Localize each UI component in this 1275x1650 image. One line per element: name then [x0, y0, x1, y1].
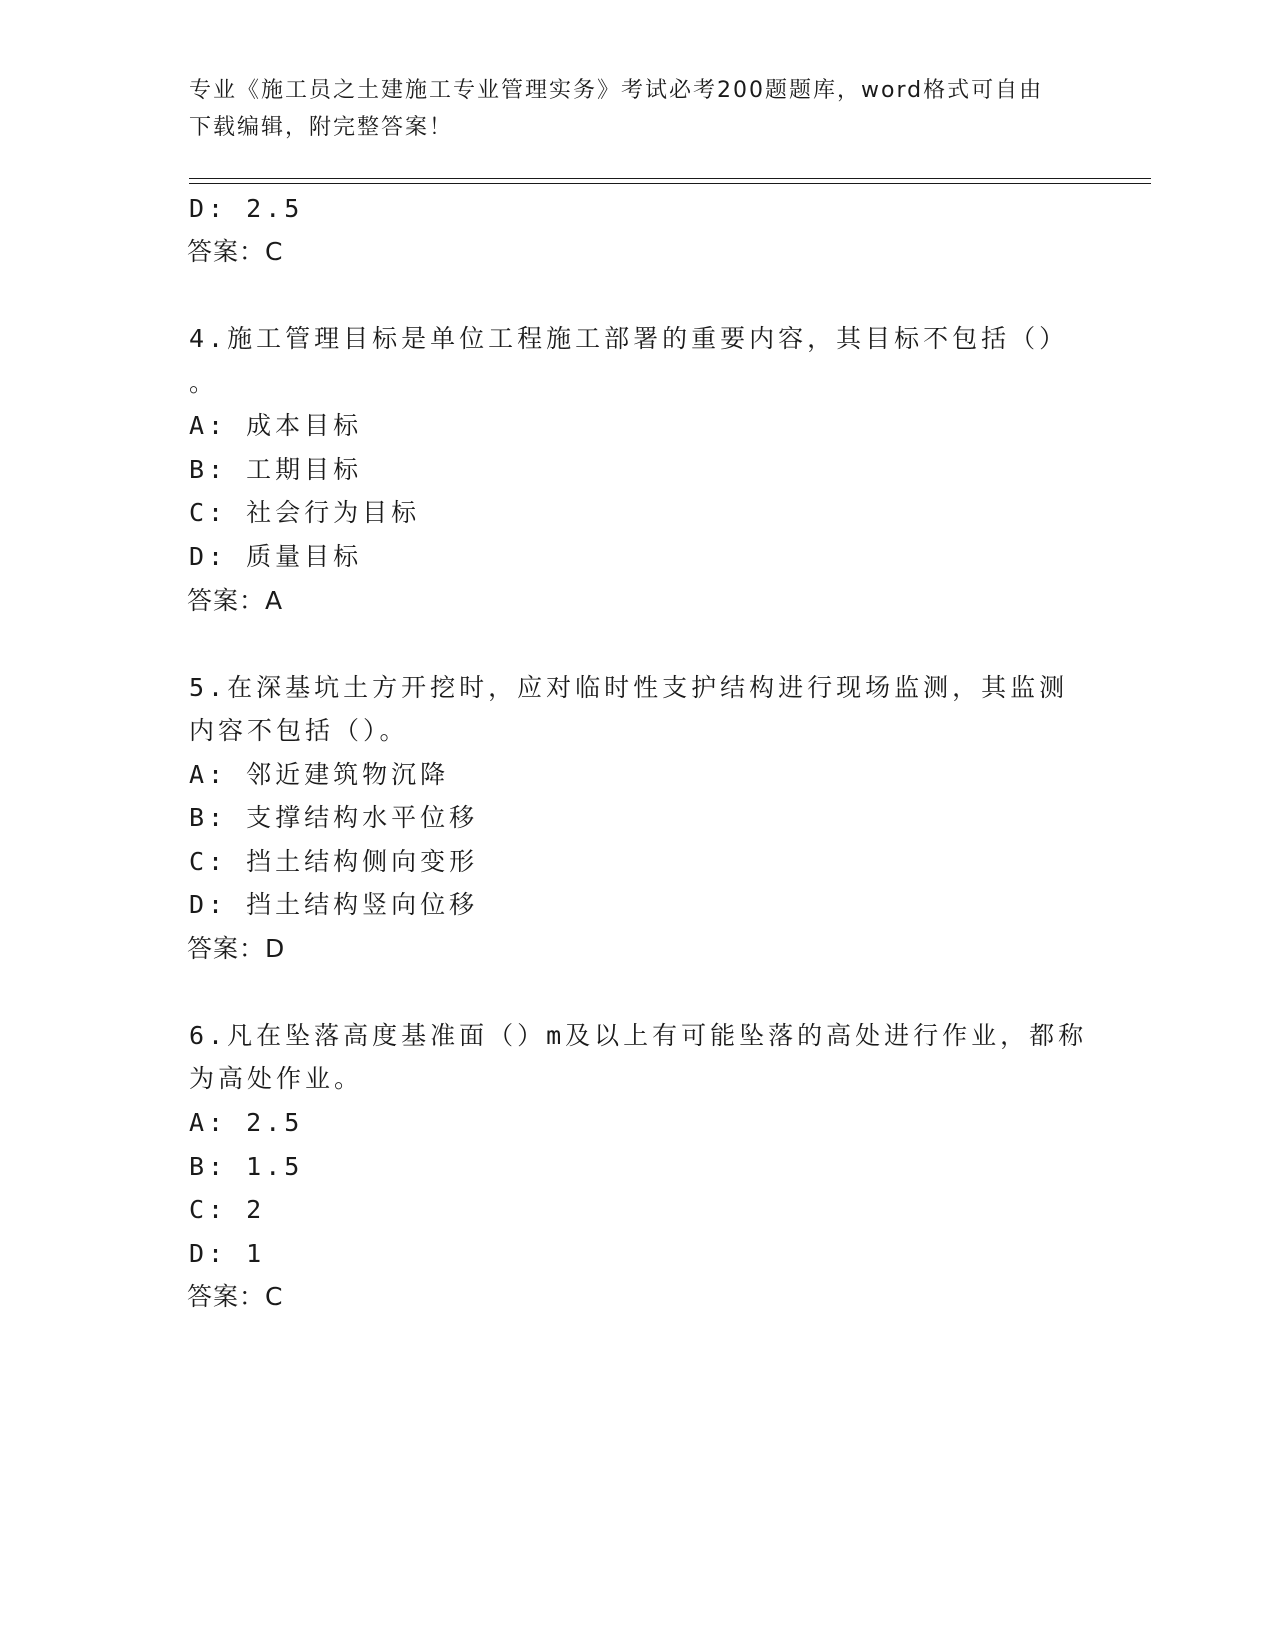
question-4-stem-line-2: 。 — [189, 368, 219, 397]
header-divider-top — [189, 178, 1151, 179]
question-4-option-a: A: 成本目标 — [189, 411, 363, 440]
header-divider-bottom — [189, 183, 1151, 184]
question-5-answer: 答案：D — [187, 934, 286, 963]
question-5-stem-line-2: 内容不包括（）。 — [189, 716, 409, 745]
question-6-stem-line-1: 6.凡在坠落高度基准面（）m及以上有可能坠落的高处进行作业，都称 — [189, 1021, 1088, 1050]
question-5-option-a: A: 邻近建筑物沉降 — [189, 760, 450, 789]
question-5-option-b: B: 支撑结构水平位移 — [189, 803, 479, 832]
header-line-2: 下载编辑，附完整答案！ — [189, 115, 454, 140]
question-6-option-d: D: 1 — [189, 1239, 266, 1268]
question-6-option-a: A: 2.5 — [189, 1108, 304, 1137]
header-line-1: 专业《施工员之土建施工专业管理实务》考试必考200题题库，word格式可自由 — [189, 78, 1044, 103]
question-5-option-c: C: 挡土结构侧向变形 — [189, 847, 479, 876]
question-6-answer: 答案：C — [187, 1282, 284, 1311]
question-5-option-d: D: 挡土结构竖向位移 — [189, 890, 479, 919]
question-6-option-c: C: 2 — [189, 1195, 266, 1224]
prev-question-answer: 答案：C — [187, 237, 284, 266]
document-header — [189, 72, 1079, 146]
question-4-answer: 答案：A — [187, 586, 284, 615]
question-4-stem-line-1: 4.施工管理目标是单位工程施工部署的重要内容，其目标不包括（） — [189, 324, 1069, 353]
prev-question-option-d: D: 2.5 — [189, 194, 304, 223]
question-6-stem-line-2: 为高处作业。 — [189, 1064, 364, 1093]
question-4-option-d: D: 质量目标 — [189, 542, 363, 571]
question-6-option-b: B: 1.5 — [189, 1152, 304, 1181]
question-5-stem-line-1: 5.在深基坑土方开挖时，应对临时性支护结构进行现场监测，其监测 — [189, 673, 1069, 702]
question-4-option-c: C: 社会行为目标 — [189, 498, 421, 527]
question-4-option-b: B: 工期目标 — [189, 455, 363, 484]
